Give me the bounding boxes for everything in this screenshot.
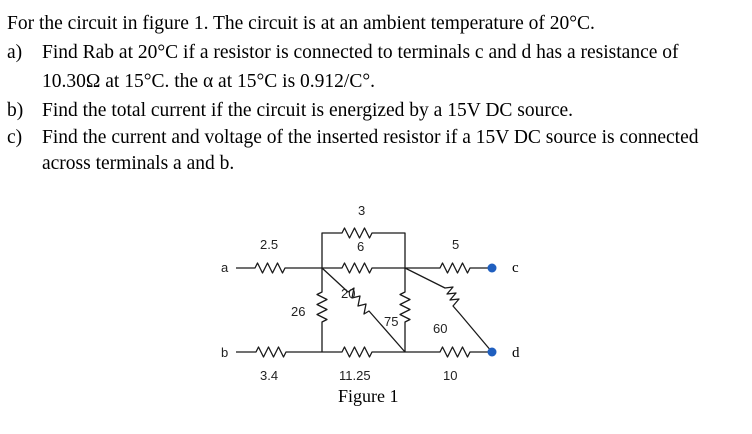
terminal-c-dot: [488, 264, 497, 273]
part-a-line1: Find Rab at 20°C if a resistor is connected to terminals c and d has a resistance of: [42, 42, 679, 63]
resistor-26: [317, 268, 327, 352]
label-60: 60: [433, 321, 448, 336]
terminal-b-label: b: [221, 345, 229, 360]
part-a-line2: 10.30Ω at 15°C. the α at 15°C is 0.912/C°.: [42, 71, 376, 92]
label-6: 6: [357, 239, 365, 254]
part-b-text: Find the total current if the circuit is energized by a 15V DC source.: [42, 100, 574, 121]
figure-caption: Figure 1: [338, 386, 399, 406]
label-10: 10: [443, 368, 458, 383]
label-26: 26: [291, 304, 306, 319]
wire-top-rail: [236, 263, 492, 273]
label-75: 75: [384, 314, 399, 329]
terminal-d-label: d: [512, 345, 520, 361]
label-11-25: 11.25: [339, 368, 371, 383]
label-3-4: 3.4: [260, 368, 279, 383]
part-c-line2: across terminals a and b.: [42, 153, 235, 174]
part-c-label: c): [7, 127, 23, 148]
label-5: 5: [452, 237, 460, 252]
terminal-c-label: c: [512, 260, 519, 276]
resistor-75: [400, 268, 410, 352]
label-20: 20: [341, 286, 356, 301]
terminal-a-label: a: [221, 260, 229, 275]
resistor-20: [322, 268, 405, 352]
label-2-5: 2.5: [260, 237, 279, 252]
label-3: 3: [358, 203, 366, 218]
wire-bottom-rail: [236, 347, 492, 357]
terminal-d-dot: [488, 348, 497, 357]
resistor-60: [405, 268, 492, 352]
part-a-label: a): [7, 42, 23, 63]
part-b-label: b): [7, 100, 24, 121]
part-c-line1: Find the current and voltage of the inserted resistor if a 15V DC source is connected: [42, 127, 699, 148]
problem-intro: For the circuit in figure 1. The circuit is at an ambient temperature of 20°C.: [7, 13, 595, 34]
